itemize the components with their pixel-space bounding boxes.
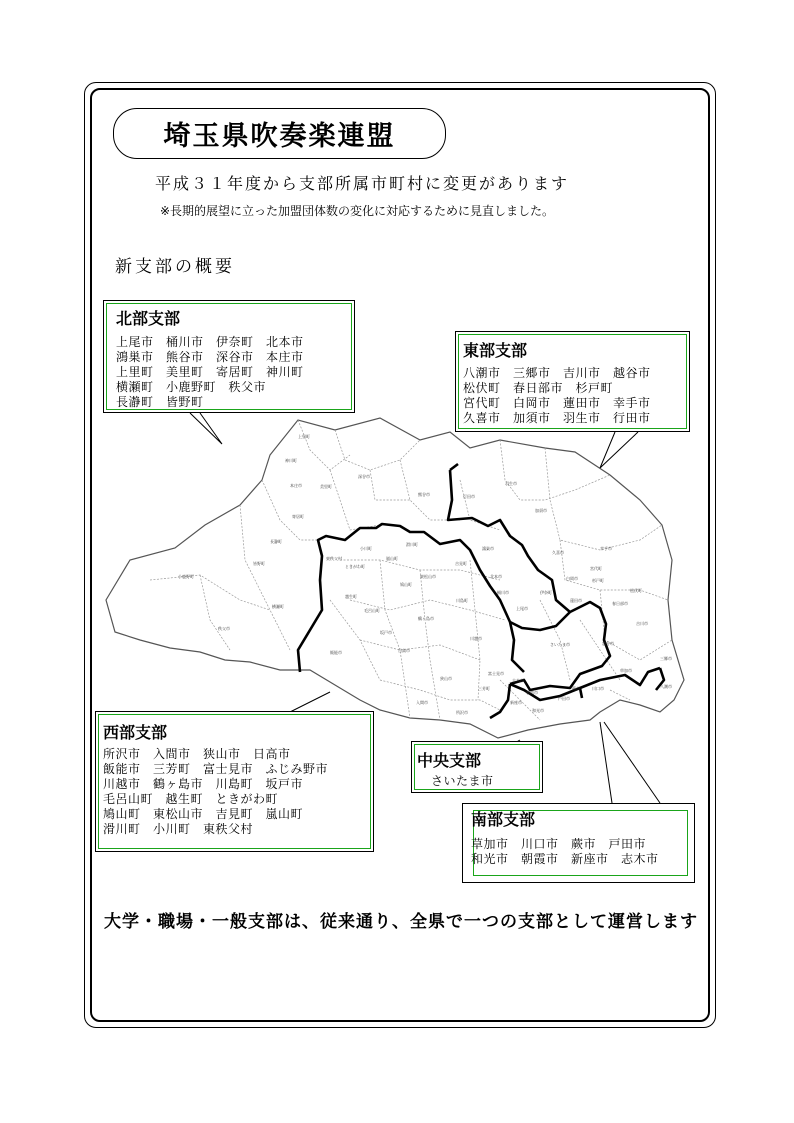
map-label: 吉見町 xyxy=(455,561,467,566)
west-branch-box xyxy=(95,711,374,852)
east-branch-line: 松伏町 春日部市 杉戸町 xyxy=(463,381,614,395)
north-branch-line: 長瀞町 皆野町 xyxy=(116,395,204,409)
map-label: 嵐山町 xyxy=(386,556,398,561)
map-label: 春日部市 xyxy=(612,601,628,606)
map-label: 深谷市 xyxy=(358,474,370,479)
map-label: 北本市 xyxy=(490,574,502,579)
map-label: 川島町 xyxy=(456,598,468,603)
map-label: 本庄市 xyxy=(290,483,302,488)
map-label: 東松山市 xyxy=(420,574,436,579)
map-label: 熊谷市 xyxy=(418,492,430,497)
north-branch-line: 鴻巣市 熊谷市 深谷市 本庄市 xyxy=(116,350,304,364)
map-label: 入間市 xyxy=(416,700,428,705)
map-label: 新座市 xyxy=(510,700,522,705)
map-label: 所沢市 xyxy=(456,710,468,715)
page-title: 埼玉県吹奏楽連盟 xyxy=(113,108,446,159)
map-label: 寄居町 xyxy=(292,514,304,519)
map-label: 蕨市 xyxy=(572,686,580,691)
central-branch-line: さいたま市 xyxy=(431,774,494,788)
west-branch-line: 飯能市 三芳町 富士見市 ふじみ野市 xyxy=(103,762,329,776)
map-label: 羽生市 xyxy=(505,481,517,486)
map-label: 和光市 xyxy=(532,708,544,713)
map-label: 川越市 xyxy=(470,636,482,641)
map-label: 幸手市 xyxy=(600,546,612,551)
map-label: 坂戸市 xyxy=(380,630,392,635)
east-branch-line: 久喜市 加須市 羽生市 行田市 xyxy=(463,411,651,425)
central-branch-name: 中央支部 xyxy=(417,751,482,770)
map-label: 上里町 xyxy=(298,434,310,439)
map-label: 白岡市 xyxy=(566,576,578,581)
map-label: 鳩山町 xyxy=(400,582,412,587)
map-label: 秩父市 xyxy=(218,626,230,631)
map-label: 吉川市 xyxy=(636,621,648,626)
east-branch-box xyxy=(455,331,690,432)
map-label: 横瀬町 xyxy=(272,604,284,609)
map-label: 三芳町 xyxy=(478,686,490,691)
map-label: 鶴ヶ島市 xyxy=(418,616,434,621)
map-label: 日高市 xyxy=(398,648,410,653)
map-label: 志木市 xyxy=(512,678,524,683)
map-label: 宮代町 xyxy=(590,566,602,571)
map-label: 八潮市 xyxy=(660,684,672,689)
east-branch-line: 宮代町 白岡市 蓮田市 幸手市 xyxy=(463,396,651,410)
north-branch-line: 横瀬町 小鹿野町 秩父市 xyxy=(116,380,267,394)
south-branch-line: 草加市 川口市 蕨市 戸田市 xyxy=(471,837,647,851)
north-branch-line: 上里町 美里町 寄居町 神川町 xyxy=(116,365,304,379)
west-branch-line: 鳩山町 東松山市 吉見町 嵐山町 xyxy=(103,807,304,821)
map-label: 小鹿野町 xyxy=(178,574,194,579)
west-branch-line: 川越市 鶴ヶ島市 川島町 坂戸市 xyxy=(103,777,304,791)
map-label: 皆野町 xyxy=(253,561,265,566)
map-label: 越谷市 xyxy=(602,641,614,646)
map-label: 松伏町 xyxy=(630,588,642,593)
map-label: 伊奈町 xyxy=(540,590,552,595)
map-label: 草加市 xyxy=(620,668,632,673)
map-label: 小川町 xyxy=(360,546,372,551)
map-label: 富士見市 xyxy=(488,671,504,676)
map-label: 上尾市 xyxy=(516,606,528,611)
map-label: 毛呂山町 xyxy=(364,608,380,613)
closing-statement: 大学・職場・一般支部は、従来通り、全県で一つの支部として運営します xyxy=(104,912,698,932)
map-label: 神川町 xyxy=(285,458,297,463)
west-branch-line: 毛呂山町 越生町 ときがわ町 xyxy=(103,792,279,806)
map-label: さいたま市 xyxy=(550,642,570,647)
overview-heading: 新支部の概要 xyxy=(115,257,235,277)
map-label: 蓮田市 xyxy=(570,598,582,603)
west-branch-line: 滑川町 小川町 東秩父村 xyxy=(103,822,254,836)
map-label: 川口市 xyxy=(592,686,604,691)
west-branch-line: 所沢市 入間市 狭山市 日高市 xyxy=(103,747,291,761)
map-label: 久喜市 xyxy=(552,550,564,555)
map-label: 行田市 xyxy=(463,494,475,499)
north-branch-box xyxy=(103,300,355,413)
map-label: 飯能市 xyxy=(330,650,342,655)
east-branch-line: 八潮市 三郷市 吉川市 越谷市 xyxy=(463,366,651,380)
map-label: 越生町 xyxy=(345,594,357,599)
map-label: 杉戸町 xyxy=(592,578,604,583)
south-branch-name: 南部支部 xyxy=(471,810,536,829)
map-label: 加須市 xyxy=(535,508,547,513)
map-label: 東秩父村 xyxy=(326,556,342,561)
map-label: 滑川町 xyxy=(406,542,418,547)
change-subnotice: ※長期的展望に立った加盟団体数の変化に対応するために見直しました。 xyxy=(160,204,555,218)
west-branch-name: 西部支部 xyxy=(103,723,168,742)
map-label: 三郷市 xyxy=(660,656,672,661)
north-branch-line: 上尾市 桶川市 伊奈町 北本市 xyxy=(116,335,304,349)
map-label: 戸田市 xyxy=(558,696,570,701)
map-label: 狭山市 xyxy=(440,676,452,681)
change-notice: 平成３１年度から支部所属市町村に変更があります xyxy=(155,174,570,193)
map-label: ときがわ町 xyxy=(345,564,365,569)
map-label: 美里町 xyxy=(320,484,332,489)
map-label: 桶川市 xyxy=(497,590,509,595)
south-branch-box xyxy=(462,803,695,883)
east-branch-name: 東部支部 xyxy=(463,341,528,360)
south-branch-line: 和光市 朝霞市 新座市 志木市 xyxy=(471,852,659,866)
central-branch-box xyxy=(411,741,543,793)
north-branch-name: 北部支部 xyxy=(116,309,181,328)
map-label: 鴻巣市 xyxy=(482,546,494,551)
map-label: 長瀞町 xyxy=(270,539,282,544)
map-label: 朝霞市 xyxy=(526,690,538,695)
